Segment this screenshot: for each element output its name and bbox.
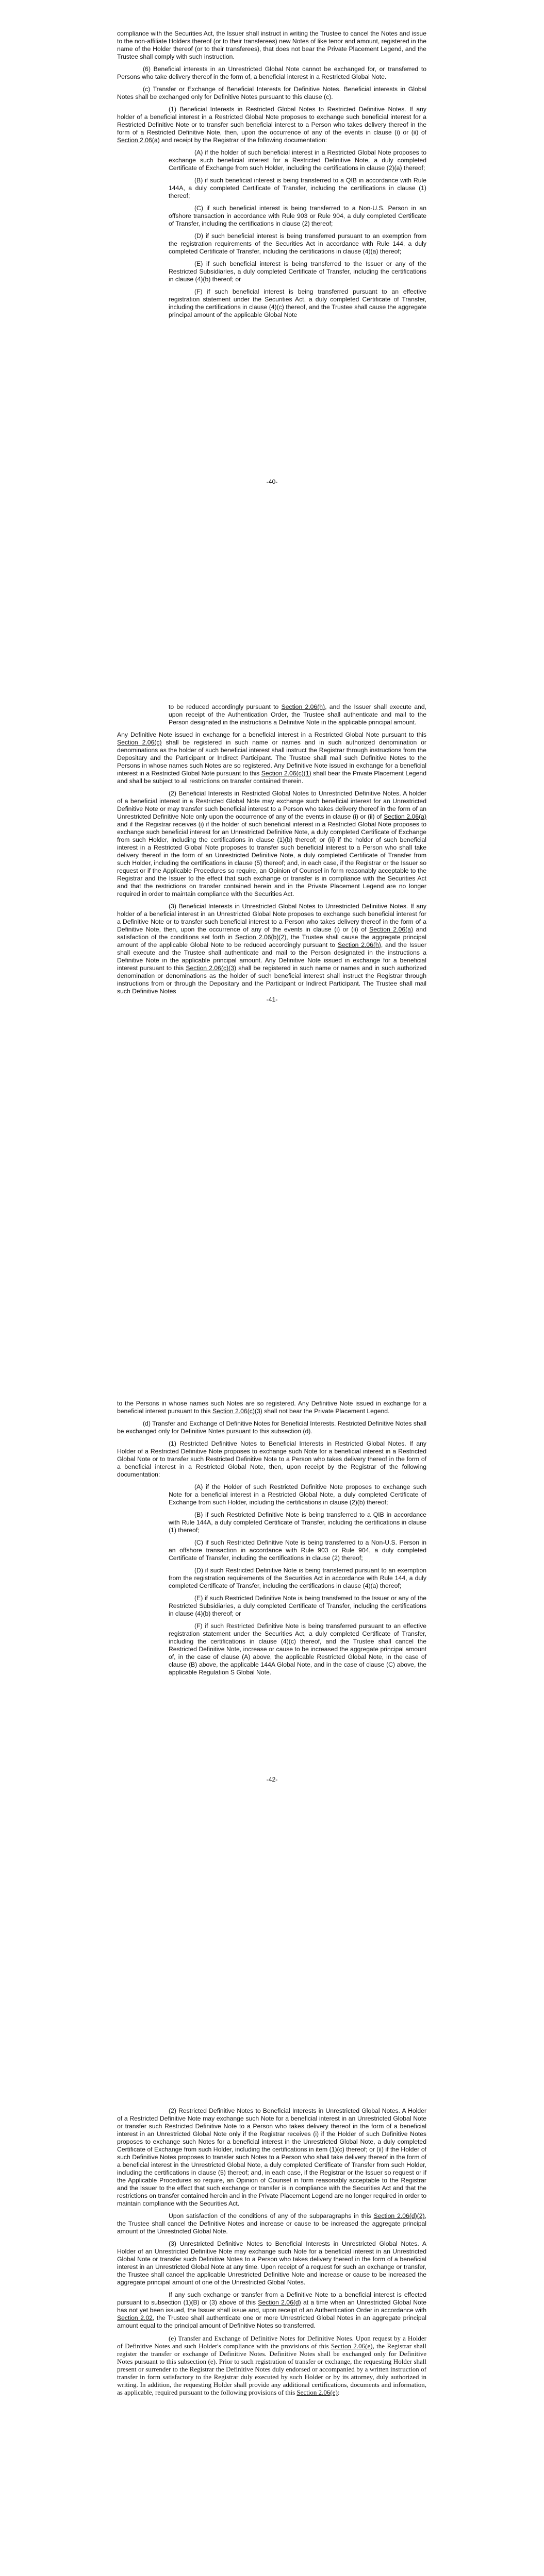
paragraph-c1: (1) Beneficial Interests in Restricted Global Notes to Restricted Definitive Notes. If any holder of a beneficial interest in a Restricted Global Note proposes to exchange such beneficial interest for a Restricted Definitive Note or to transfer such beneficial interest to a Person who takes delivery thereof in the form of a Restricted Definitive Note, then, upon the occurrence of any of the events in clause (i) or (ii) of Section 2.06(a) and receipt by the Registrar of the following documentation: (117, 106, 426, 144)
paragraph-c1-A: (A) if the holder of such beneficial interest in a Restricted Global Note proposes to exchange such beneficial interest for a Restricted Definitive Note, a duly completed Certificate of Exchange from such Holder, including the certifications in clause (2)(a) thereof; (169, 149, 426, 172)
section-ref: Section 2.06(d) (258, 2299, 301, 2306)
section-ref: Section 2.06(c)(3) (212, 1408, 262, 1415)
paragraph-d3: (3) Unrestricted Definitive Notes to Beneficial Interests in Unrestricted Global Notes. A Holder of an Unrestricted Definitive Note may exchange such Note for a beneficial interest in an Unrestricted Global Note or transfer such Definitive Notes to a Person who takes delivery thereof in the form of a beneficial interest in an Unrestricted Global Note at any time. Upon receipt of a request for such an exchange or transfer, the Trustee shall cancel the applicable Unrestricted Definitive Note and increase or cause to be increased the aggregate principal amount of one of the Unrestricted Global Notes. (117, 2240, 426, 2286)
section-ref: Section 2.06(a) (117, 137, 160, 144)
paragraph-d1-D: (D) if such Restricted Definitive Note is being transferred pursuant to an exemption from the registration requirements of the Securities Act in accordance with Rule 144, a duly completed Certificate of Transfer, including the certifications in clause (4)(a) thereof; (169, 1567, 426, 1589)
paragraph-compliance-continuation: compliance with the Securities Act, the Issuer shall instruct in writing the Trustee to cancel the Notes and issue to the non-affiliate Holders thereof (or to their transferees) new Notes of like tenor and amount, registered in the name of the Holder thereof (or to their transferees), that does not bear the Private Placement Legend, and the Trustee shall comply with such instruction. (117, 30, 426, 60)
page-42-text (117, 1400, 426, 1681)
paragraph-6: (6) Beneficial interests in an Unrestricted Global Note cannot be exchanged for, or transferred to Persons who take delivery thereof in the form of, a beneficial interest in a Restricted Global Note. (117, 65, 426, 80)
section-ref: Section 2.06(b)(2) (235, 934, 287, 941)
paragraph-e: (e) Transfer and Exchange of Definitive Notes for Definitive Notes. Upon request by a Holder of Definitive Notes and such Holder's compliance with the provisions of this Section 2.06(e), the Registrar shall register the transfer or exchange of Definitive Notes. Definitive Notes shall be exchanged only for Definitive Notes pursuant to this subsection (e). Prior to such registration of transfer or exchange, the requesting Holder shall present or surrender to the Registrar the Definitive Notes duly endorsed or accompanied by a written instruction of transfer in form satisfactory to the Registrar duly executed by such Holder or by its attorney, duly authorized in writing. In addition, the requesting Holder shall provide any additional certifications, documents and information, as applicable, required pursuant to the following provisions of this Section 2.06(e): (117, 2334, 427, 2396)
section-ref: Section 2.06(a) (369, 926, 414, 933)
page-40-text (117, 30, 426, 324)
paragraph-c1-C: (C) if such beneficial interest is being transferred to a Non-U.S. Person in an offshore transaction in accordance with Rule 903 or Rule 904, a duly completed Certificate of Transfer, including the certifications in clause (2) thereof; (169, 205, 426, 227)
paragraph-c3: (3) Beneficial Interests in Unrestricted Global Notes to Unrestricted Definitive Notes. If any holder of a beneficial interest in an Unrestricted Global Note proposes to exchange such beneficial interest for a Definitive Note or to transfer such beneficial interest to a Person who takes delivery thereof in the form of a Definitive Note, then, upon the occurrence of any of the events in clause (i) or (ii) of Section 2.06(a) and satisfaction of the conditions set forth in Section 2.06(b)(2), the Trustee shall cause the aggregate principal amount of the applicable Global Note to be reduced accordingly pursuant to Section 2.06(h), and the Issuer shall execute and the Trustee shall authenticate and mail to the Person designated in the instructions a Definitive Note in the applicable principal amount. Any Definitive Note issued in exchange for a beneficial interest pursuant to this Section 2.06(c)(3) shall be registered in such name or names and in such authorized denomination or denominations as the holder of such beneficial interest shall instruct the Registrar through instructions from or through the Depositary and the Participant or Indirect Participant. The Trustee shall mail such Definitive Notes (117, 903, 427, 995)
section-ref: Section 2.06(c) (117, 739, 162, 746)
paragraph-c1-F: (F) if such beneficial interest is being transferred pursuant to an effective registration statement under the Securities Act, a duly completed Certificate of Transfer, including the certifications in clause (4)(c) thereof, and the Trustee shall cause the aggregate principal amount of the applicable Global Note (169, 288, 426, 318)
paragraph-c1-E: (E) if such beneficial interest is being transferred to the Issuer or any of the Restricted Subsidiaries, a duly completed Certificate of Transfer, including the certifications in clause (4)(b) thereof; or (169, 260, 426, 283)
page-43-text (117, 2107, 426, 2401)
page-number: -40- (266, 478, 278, 485)
section-ref: Section 2.06(d)(2) (373, 2212, 425, 2219)
paragraph-d1: (1) Restricted Definitive Notes to Beneficial Interests in Restricted Global Notes. If any Holder of a Restricted Definitive Note proposes to exchange such Note for a beneficial interest in a Restricted Global Note or to transfer such Restricted Definitive Note to a Person who takes delivery thereof in the form of a beneficial interest in a Restricted Global Note, then, upon receipt by the Registrar of the following documentation: (117, 1440, 426, 1478)
section-ref: Section 2.06(e) (331, 2342, 373, 2350)
page-number: -42- (266, 1776, 278, 1783)
paragraph-d1-F: (F) if such Restricted Definitive Note is being transferred pursuant to an effective registration statement under the Securities Act, a duly completed Certificate of Transfer, including the certifications in clause (4)(c) thereof, and the Trustee shall cancel the Restricted Definitive Note, increase or cause to be increased the aggregate principal amount of, in the case of clause (A) above, the applicable Restricted Global Note, in the case of clause (B) above, the applicable 144A Global Note, and in the case of clause (C) above, the applicable Regulation S Global Note. (169, 1622, 426, 1676)
section-ref: Section 2.06(c)(1) (261, 770, 311, 777)
section-ref: Section 2.06(e) (296, 2388, 338, 2396)
paragraph-c2: (2) Beneficial Interests in Restricted Global Notes to Unrestricted Definitive Notes. A holder of a beneficial interest in a Restricted Global Note may exchange such beneficial interest for an Unrestricted Definitive Note or may transfer such beneficial interest to a Person who takes delivery thereof in the form of an Unrestricted Definitive Note only upon the occurrence of any of the events in clause (i) or (ii) of Section 2.06(a) and if the Registrar receives (i) if the holder of such beneficial interest in a Restricted Global Note proposes to exchange such beneficial interest for an Unrestricted Definitive Note, a duly completed Certificate of Exchange from such Holder, including the certifications in clause (1)(b) thereof; or (ii) if the holder of such beneficial interest in a Restricted Global Note proposes to transfer such beneficial interest to a Person who shall take delivery thereof in the form of an Unrestricted Definitive Note, a duly completed Certificate of Transfer from such Holder, including the certifications in clause (5) thereof; and, in each case, if the Registrar or the Issuer so request or if the Applicable Procedures so require, an Opinion of Counsel in form reasonably acceptable to the Registrar and the Issuer to the effect that such exchange or transfer is in compliance with the Securities Act and that the restrictions on transfer contained herein and in the Private Placement Legend are no longer required in order to maintain compliance with the Securities Act. (117, 790, 427, 897)
paragraph-d1-C: (C) if such Restricted Definitive Note is being transferred to a Non-U.S. Person in an offshore transaction in accordance with Rule 903 or Rule 904, a duly completed Certificate of Transfer, including the certifications in clause (2) thereof; (169, 1539, 426, 1562)
page-41-text (117, 703, 426, 1000)
section-ref: Section 2.06(h) (281, 703, 325, 710)
section-ref: Section 2.06(a) (384, 813, 427, 820)
paragraph-upon-satisfaction: Upon satisfaction of the conditions of any of the subparagraphs in this Section 2.06(d)(2), the Trustee shall cancel the Definitive Notes and increase or cause to be increased the aggregate principal amount of the Unrestricted Global Note. (117, 2212, 426, 2235)
paragraph-c1-D: (D) if such beneficial interest is being transferred pursuant to an exemption from the registration requirements of the Securities Act in accordance with Rule 144, a duly completed Certificate of Transfer, including the certifications in clause (4)(a) thereof; (169, 232, 426, 255)
paragraph-d2: (2) Restricted Definitive Notes to Beneficial Interests in Unrestricted Global Notes. A Holder of a Restricted Definitive Note may exchange such Note for a beneficial interest in an Unrestricted Global Note or transfer such Restricted Definitive Note to a Person who takes delivery thereof in the form of a beneficial interest in an Unrestricted Global Note only if the Registrar receives (i) if the Holder of such Definitive Notes proposes to exchange such Notes for a beneficial interest in the Unrestricted Global Note, a duly completed Certificate of Exchange from such Holder, including the certifications in item (1)(c) thereof; or (ii) if the Holder of such Definitive Notes proposes to transfer such Notes to a Person who shall take delivery thereof in the form of a beneficial interest in the Unrestricted Global Note, a duly completed Certificate of Transfer from such Holder, including the certifications in clause (5) thereof; and, in each case, if the Registrar or the Issuer so request or if the Applicable Procedures so require, an Opinion of Counsel in form reasonably acceptable to the Registrar and the Issuer to the effect that such exchange or transfer is in compliance with the Securities Act and that the restrictions on transfer contained herein and in the Private Placement Legend are no longer required in order to maintain compliance with the Securities Act. (117, 2107, 426, 2207)
paragraph-reduced-continuation: to be reduced accordingly pursuant to Section 2.06(h), and the Issuer shall execute and, upon receipt of the Authentication Order, the Trustee shall authenticate and mail to the Person designated in the instructions a Definitive Note in the applicable principal amount. (169, 703, 426, 726)
paragraph-d1-B: (B) if such Restricted Definitive Note is being transferred to a QIB in accordance with Rule 144A, a duly completed Certificate of Transfer, including the certifications in clause (1) thereof; (169, 1511, 426, 1534)
section-ref: Section 2.06(h) (337, 941, 381, 948)
paragraph-d: (d) Transfer and Exchange of Definitive Notes for Beneficial Interests. Restricted Definitive Notes shall be exchanged only for Definitive Notes pursuant to this subsection (d). (117, 1420, 426, 1435)
page-number: -41- (266, 996, 278, 1003)
paragraph-any-definitive-note: Any Definitive Note issued in exchange for a beneficial interest in a Restricted Global Note pursuant to this Section 2.06(c) shall be registered in such name or names and in such authorized denomination or denominations as the holder of such beneficial interest shall instruct the Registrar through instructions from the Depositary and the Participant or Indirect Participant. The Trustee shall mail such Definitive Notes to the Persons in whose names such Notes are so registered. Any Definitive Note issued in exchange for a beneficial interest in a Restricted Global Note pursuant to this Section 2.06(c)(1) shall bear the Private Placement Legend and shall be subject to all restrictions on transfer contained therein. (117, 731, 426, 785)
paragraph-c: (c) Transfer or Exchange of Beneficial Interests for Definitive Notes. Beneficial interests in Global Notes shall be exchanged only for Definitive Notes pursuant to this clause (c). (117, 86, 426, 100)
section-ref: Section 2.06(c)(3) (186, 964, 237, 972)
paragraph-c1-B: (B) if such beneficial interest is being transferred to a QIB in accordance with Rule 144A, a duly completed Certificate of Transfer, including the certifications in clause (1) thereof; (169, 177, 426, 199)
paragraph-d1-A: (A) if the Holder of such Restricted Definitive Note proposes to exchange such Note for a beneficial interest in a Restricted Global Note, a duly completed Certificate of Exchange from such Holder, including the certifications in clause (2)(b) thereof; (169, 1483, 426, 1506)
paragraph-d1-E: (E) if such Restricted Definitive Note is being transferred to the Issuer or any of the Restricted Subsidiaries, a duly completed Certificate of Transfer, including the certifications in clause (4)(b) thereof; or (169, 1595, 426, 1617)
paragraph-registered-continuation: to the Persons in whose names such Notes are so registered. Any Definitive Note issued in exchange for a beneficial interest pursuant to this Section 2.06(c)(3) shall not bear the Private Placement Legend. (117, 1400, 426, 1415)
paragraph-if-any-exchange: If any such exchange or transfer from a Definitive Note to a beneficial interest is effected pursuant to subsection (1)(B) or (3) above of this Section 2.06(d) at a time when an Unrestricted Global Note has not yet been issued, the Issuer shall issue and, upon receipt of an Authentication Order in accordance with Section 2.02, the Trustee shall authenticate one or more Unrestricted Global Notes in an aggregate principal amount equal to the principal amount of Definitive Notes so transferred. (117, 2291, 427, 2329)
section-ref: Section 2.02 (117, 2314, 153, 2321)
